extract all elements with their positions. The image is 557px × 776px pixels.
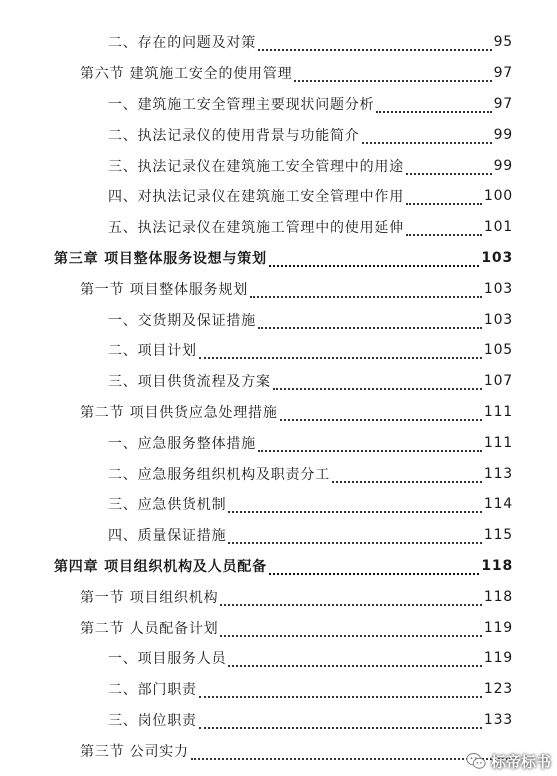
toc-entry-label: 二、应急服务组织机构及职责分工 xyxy=(108,466,330,483)
toc-entry-page: 103 xyxy=(483,311,513,328)
toc-entry-label: 三、应急供货机制 xyxy=(108,497,227,514)
dot-leader xyxy=(258,313,482,329)
toc-entry-page: 100 xyxy=(483,188,513,205)
toc-entry[interactable] xyxy=(0,489,557,520)
toc-entry-label: 第一节 项目整体服务规划 xyxy=(80,281,249,298)
toc-entry-page: 114 xyxy=(483,496,513,513)
dot-leader xyxy=(294,66,491,82)
toc-entry-page: 103 xyxy=(483,280,513,297)
toc-entry[interactable] xyxy=(0,458,557,489)
dot-leader xyxy=(199,713,482,729)
dot-leader xyxy=(228,651,481,667)
toc-entry-page: 99 xyxy=(493,126,513,143)
dot-leader xyxy=(228,497,481,513)
toc-entry-label: 三、岗位职责 xyxy=(108,712,197,729)
toc-entry-page: 103 xyxy=(481,249,513,266)
toc-entry[interactable] xyxy=(0,643,557,674)
wechat-icon xyxy=(465,750,487,772)
dot-leader xyxy=(228,528,481,544)
toc-entry-page: 133 xyxy=(483,711,513,728)
toc-entry-label: 一、交货期及保证措施 xyxy=(108,312,256,329)
dot-leader xyxy=(280,405,482,421)
toc-entry[interactable] xyxy=(0,89,557,120)
toc-entry[interactable] xyxy=(0,674,557,705)
toc-entry-page: 99 xyxy=(493,157,513,174)
toc-entry-label: 第二节 人员配备计划 xyxy=(80,620,219,637)
toc-entry-label: 三、执法记录仪在建筑施工安全管理中的用途 xyxy=(108,158,404,175)
toc-entry[interactable] xyxy=(0,58,557,89)
dot-leader xyxy=(191,744,511,760)
toc-entry[interactable] xyxy=(0,181,557,212)
toc-entry[interactable] xyxy=(0,705,557,736)
toc-entry-label: 一、应急服务整体措施 xyxy=(108,435,256,452)
toc-entry[interactable] xyxy=(0,551,557,582)
dot-leader xyxy=(406,220,482,236)
toc-entry-label: 四、对执法记录仪在建筑施工安全管理中作用 xyxy=(108,189,404,206)
toc-entry-label: 第二节 项目供货应急处理措施 xyxy=(80,404,278,421)
toc-entry-page: 95 xyxy=(493,34,513,51)
toc-entry-label: 二、存在的问题及对策 xyxy=(108,35,256,52)
toc-entry-label: 一、项目服务人员 xyxy=(108,651,227,668)
toc-entry-page: 111 xyxy=(483,434,513,451)
toc-entry-label: 二、项目计划 xyxy=(108,343,197,360)
dot-leader xyxy=(269,251,480,267)
table-of-contents xyxy=(0,27,557,766)
toc-entry[interactable] xyxy=(0,397,557,428)
toc-entry-page: 101 xyxy=(483,219,513,236)
dot-leader xyxy=(220,590,481,606)
toc-entry[interactable] xyxy=(0,612,557,643)
toc-entry-page: 97 xyxy=(493,65,513,82)
toc-entry-page: 105 xyxy=(483,342,513,359)
dot-leader xyxy=(273,374,482,390)
toc-entry-label: 第一节 项目组织机构 xyxy=(80,589,219,606)
toc-entry-label: 第三章 项目整体服务设想与策划 xyxy=(54,250,267,267)
toc-entry[interactable] xyxy=(0,304,557,335)
toc-entry-page: 119 xyxy=(483,650,513,667)
toc-entry-page: 123 xyxy=(483,681,513,698)
toc-entry[interactable] xyxy=(0,119,557,150)
toc-entry-label: 第三节 公司实力 xyxy=(80,743,189,760)
toc-entry-page: 115 xyxy=(483,527,513,544)
toc-entry-label: 五、执法记录仪在建筑施工管理中的使用延伸 xyxy=(108,220,404,237)
toc-entry[interactable] xyxy=(0,150,557,181)
dot-leader xyxy=(250,282,482,298)
toc-entry[interactable] xyxy=(0,212,557,243)
toc-entry-page: 111 xyxy=(483,403,513,420)
toc-entry[interactable] xyxy=(0,273,557,304)
toc-entry[interactable] xyxy=(0,427,557,458)
toc-entry-label: 二、执法记录仪的使用背景与功能简介 xyxy=(108,127,360,144)
toc-entry[interactable] xyxy=(0,335,557,366)
toc-entry-label: 一、建筑施工安全管理主要现状问题分析 xyxy=(108,96,375,113)
toc-entry-label: 第六节 建筑施工安全的使用管理 xyxy=(80,66,293,83)
dot-leader xyxy=(362,128,492,144)
toc-entry[interactable] xyxy=(0,520,557,551)
toc-entry-label: 二、部门职责 xyxy=(108,682,197,699)
toc-entry-label: 四、质量保证措施 xyxy=(108,528,227,545)
dot-leader xyxy=(269,559,480,575)
dot-leader xyxy=(258,35,492,51)
dot-leader xyxy=(258,436,482,452)
dot-leader xyxy=(199,343,482,359)
dot-leader xyxy=(376,97,491,113)
toc-entry-page: 118 xyxy=(483,588,513,605)
toc-entry-page: 113 xyxy=(483,465,513,482)
toc-entry[interactable] xyxy=(0,243,557,274)
dot-leader xyxy=(406,159,492,175)
dot-leader xyxy=(199,682,482,698)
toc-entry[interactable] xyxy=(0,27,557,58)
watermark xyxy=(465,748,551,774)
toc-entry[interactable] xyxy=(0,581,557,612)
toc-entry-page: 118 xyxy=(481,557,513,574)
dot-leader xyxy=(220,621,481,637)
toc-entry-page: 119 xyxy=(483,619,513,636)
toc-entry-label: 三、项目供货流程及方案 xyxy=(108,374,271,391)
toc-entry[interactable] xyxy=(0,366,557,397)
watermark-text: 标帝标书 xyxy=(490,752,551,771)
dot-leader xyxy=(332,467,482,483)
toc-entry-page: 107 xyxy=(483,373,513,390)
dot-leader xyxy=(406,189,482,205)
toc-entry-page: 97 xyxy=(493,95,513,112)
toc-entry-label: 第四章 项目组织机构及人员配备 xyxy=(54,558,267,575)
